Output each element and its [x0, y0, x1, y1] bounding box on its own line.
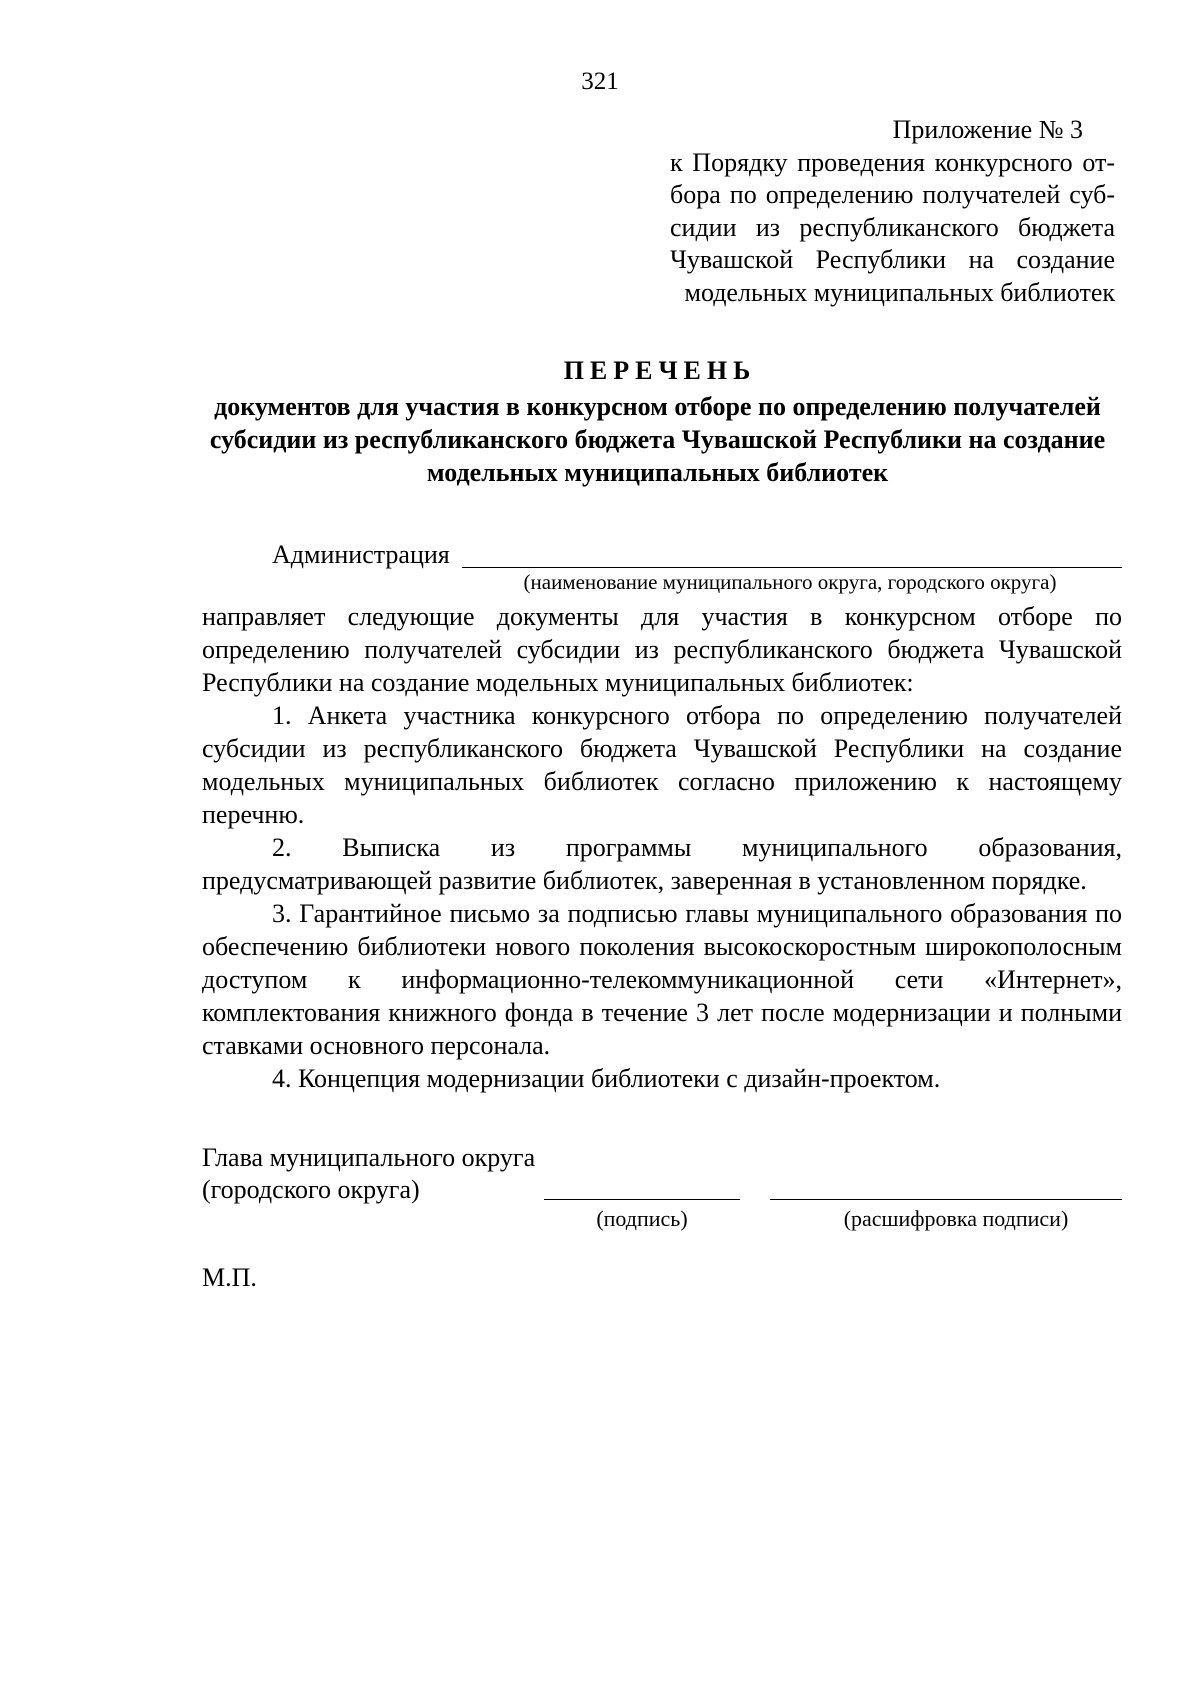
- signature-blank: [544, 1199, 740, 1200]
- administration-label: Администрация: [272, 540, 450, 569]
- page-number: 321: [581, 68, 619, 95]
- signatory-line: Глава муниципального округа: [202, 1143, 536, 1172]
- appendix-line: Чувашской Республики на создание: [670, 245, 1115, 274]
- appendix-line: модельных муниципальных библиотек: [684, 277, 1115, 307]
- list-item: 1. Анкета участника конкурсного отбора по определению получателей субсидии из республиканского бюджета Чувашской Республики на создание модельных муниципальных библиотек согласно приложению к настоящему перечню.: [202, 701, 1122, 829]
- appendix-header: [670, 114, 1115, 309]
- list-item: 2. Выписка из программы муниципального образования, предусматривающей развитие библиотек, заверенная в установленном порядке.: [202, 833, 1122, 895]
- appendix-title: Приложение № 3: [892, 115, 1083, 144]
- administration-name-blank: [462, 567, 1122, 568]
- list-item: 3. Гарантийное письмо за подписью главы муниципального образования по обеспечению библиотеки нового поколения высокоскоростным широкополосным доступом к информационно-телекоммуникационной сети «Интернет», комплектования книжного фонда в течение 3 лет после модернизации и полными ставками основного персонала.: [202, 899, 1122, 1060]
- administration-name-hint: (наименование муниципального округа, городского округа): [523, 570, 1057, 594]
- document-body: [202, 600, 1122, 1095]
- intro-paragraph: направляет следующие документы для участия в конкурсном отборе по определению получателей субсидии из республиканского бюджета Чувашской Республики на создание модельных муниципальных библиотек:: [202, 602, 1122, 697]
- list-item: 4. Концепция модернизации библиотеки с дизайн-проектом.: [272, 1064, 941, 1093]
- document-title: ПЕРЕЧЕНЬ: [563, 356, 757, 385]
- stamp-place: М.П.: [202, 1263, 257, 1292]
- signature-caption: (подпись): [596, 1206, 688, 1231]
- appendix-line: сидии из республиканского бюджета: [670, 212, 1115, 242]
- signature-decoding-caption: (расшифровка подписи): [843, 1206, 1069, 1231]
- signatory-title: [202, 1142, 535, 1206]
- signatory-line: (городского округа): [202, 1175, 420, 1204]
- document-subtitle: документов для участия в конкурсном отборе по определению получателей субсидии из республиканского бюджета Чувашской Республики на создание модельных муниципальных библиотек: [209, 392, 1106, 487]
- appendix-line: бора по определению получателей суб-: [670, 180, 1115, 209]
- appendix-line: к Порядку проведения конкурсного от-: [670, 147, 1115, 177]
- signature-decoding-blank: [770, 1199, 1122, 1200]
